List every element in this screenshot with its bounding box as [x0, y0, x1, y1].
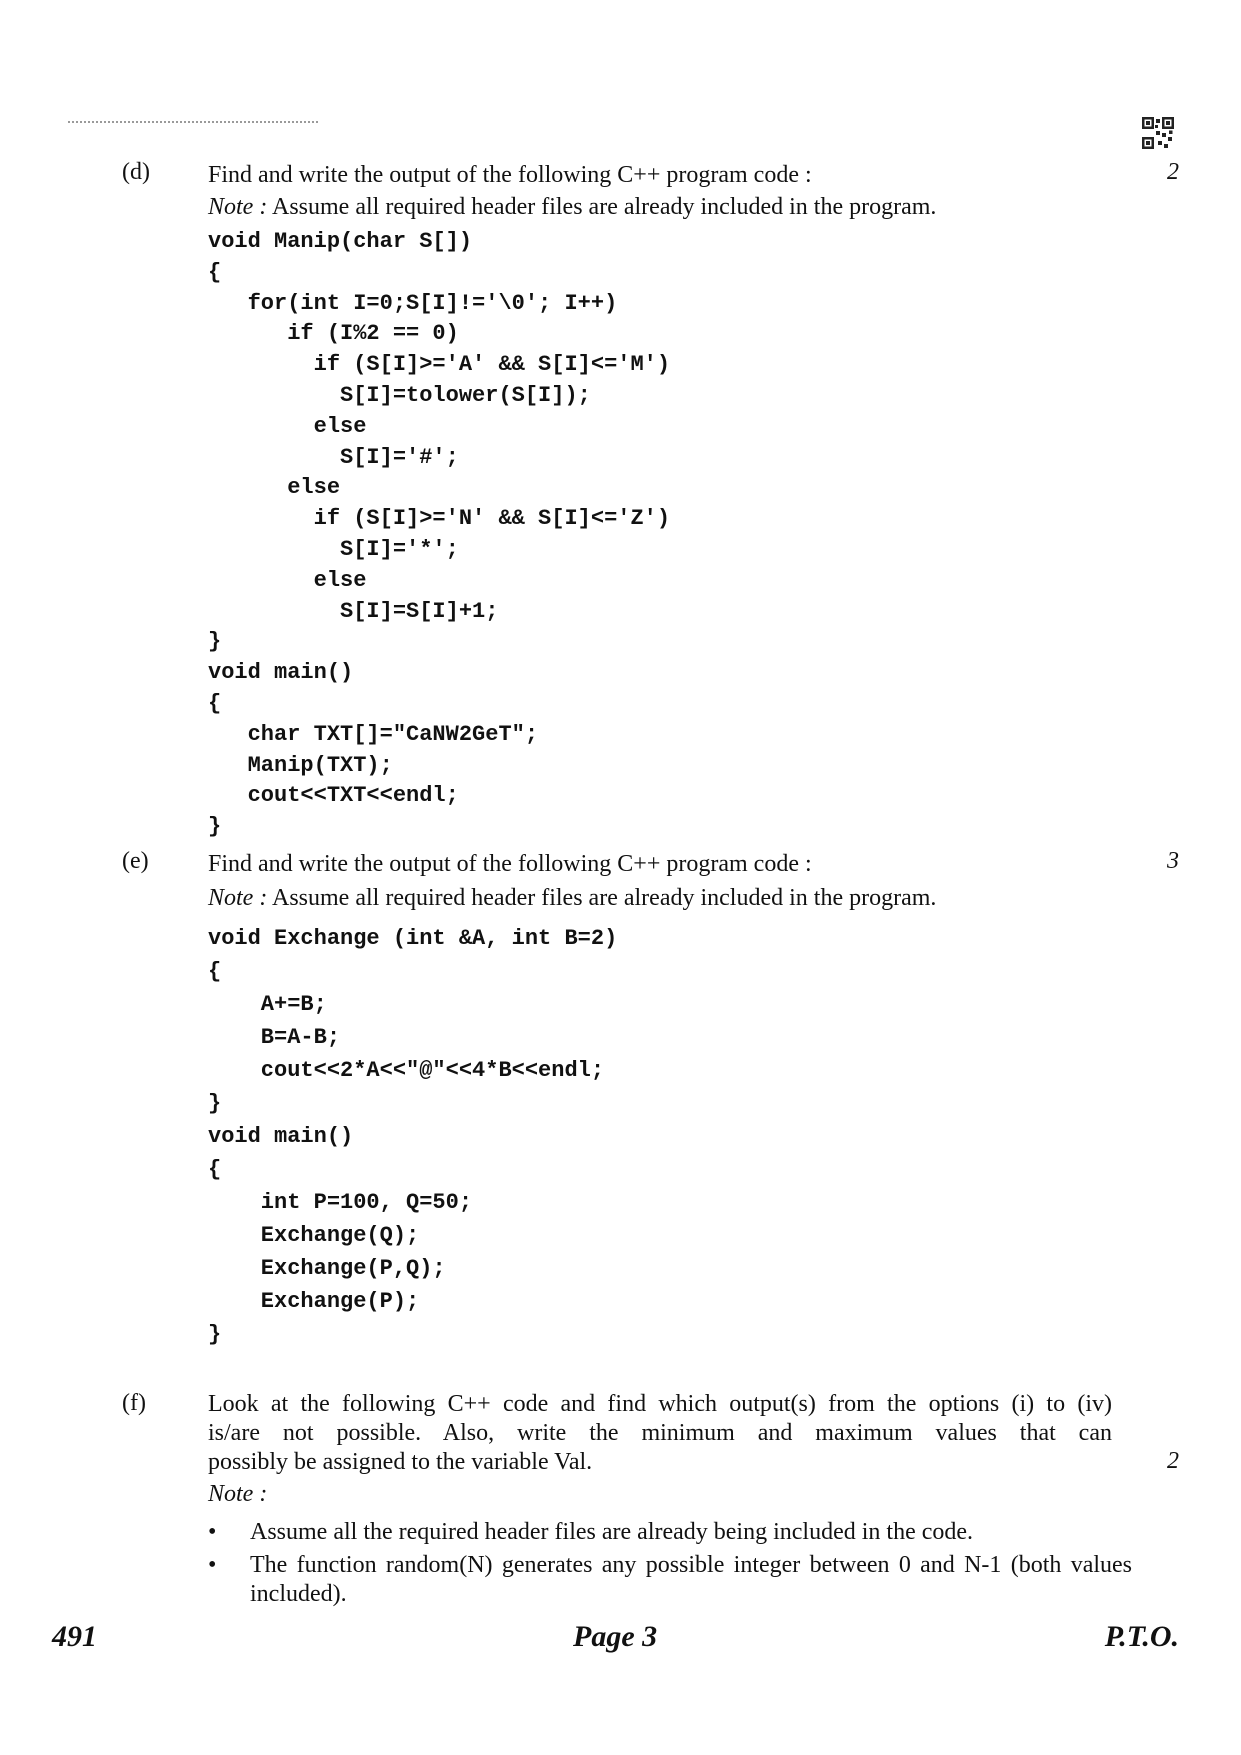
note-text: Assume all required header files are already included in the program. — [267, 885, 937, 911]
note-text: Assume all required header files are already included in the program. — [267, 194, 937, 220]
bullet-icon: • — [208, 1519, 217, 1545]
note-label: Note : — [208, 885, 268, 911]
question-f-line: Look at the following C++ code and find which output(s) from the options (i) to (iv) — [208, 1391, 1112, 1417]
question-f-label: (f) — [122, 1390, 146, 1416]
question-e-prompt: Find and write the output of the following C++ program code : — [208, 851, 812, 877]
question-e-marks: 3 — [1167, 848, 1179, 874]
question-f-notes — [208, 1518, 1132, 1613]
paper-code: 491 — [52, 1620, 97, 1653]
question-d-note — [208, 191, 936, 224]
page-number: Page 3 — [573, 1620, 658, 1653]
note-label: Note : — [208, 194, 268, 220]
question-f-line: possibly be assigned to the variable Val. — [208, 1449, 593, 1475]
question-e-code: void Exchange (int &A, int B=2) { A+=B; B=A-B; cout<<2*A<<"@"<<4*B<<endl; } void main() { int P=100, Q=50; Exchange(Q); Exchange(P,Q); Exchange(P); } — [208, 926, 618, 1347]
question-f-marks: 2 — [1167, 1448, 1179, 1474]
bullet-text: Assume all the required header files are already being included in the code. — [250, 1519, 974, 1545]
question-e-label: (e) — [122, 848, 149, 874]
question-f-line: is/are not possible. Also, write the minimum and maximum values that can — [208, 1420, 1112, 1446]
header-rule — [68, 121, 318, 123]
list-item — [208, 1551, 1132, 1609]
list-item — [208, 1518, 1132, 1547]
question-f-note-label: Note : — [208, 1481, 268, 1507]
question-d-prompt: Find and write the output of the following C++ program code : — [208, 162, 812, 188]
bullet-icon: • — [208, 1552, 217, 1578]
question-e-note — [208, 882, 936, 915]
question-d-label: (d) — [122, 159, 150, 185]
question-f-text — [208, 1390, 1112, 1477]
bullet-text: The function random(N) generates any possible integer between 0 and N-1 (both values included). — [250, 1552, 1132, 1607]
question-d-code: void Manip(char S[]) { for(int I=0;S[I]!='\0'; I++) if (I%2 == 0) if (S[I]>='A' && S[I]<='M') S[I]=tolower(S[I]); else S[I]='#'; else if (S[I]>='N' && S[I]<='Z') S[I]='*'; else S[I]=S[I]+1; } void main() { char TXT[]="CaNW2GeT"; Manip(TXT); cout<<TXT<<endl; } — [208, 229, 671, 840]
please-turn-over: P.T.O. — [1104, 1620, 1179, 1653]
question-d-marks: 2 — [1167, 159, 1179, 185]
qr-code-icon — [1142, 117, 1174, 149]
